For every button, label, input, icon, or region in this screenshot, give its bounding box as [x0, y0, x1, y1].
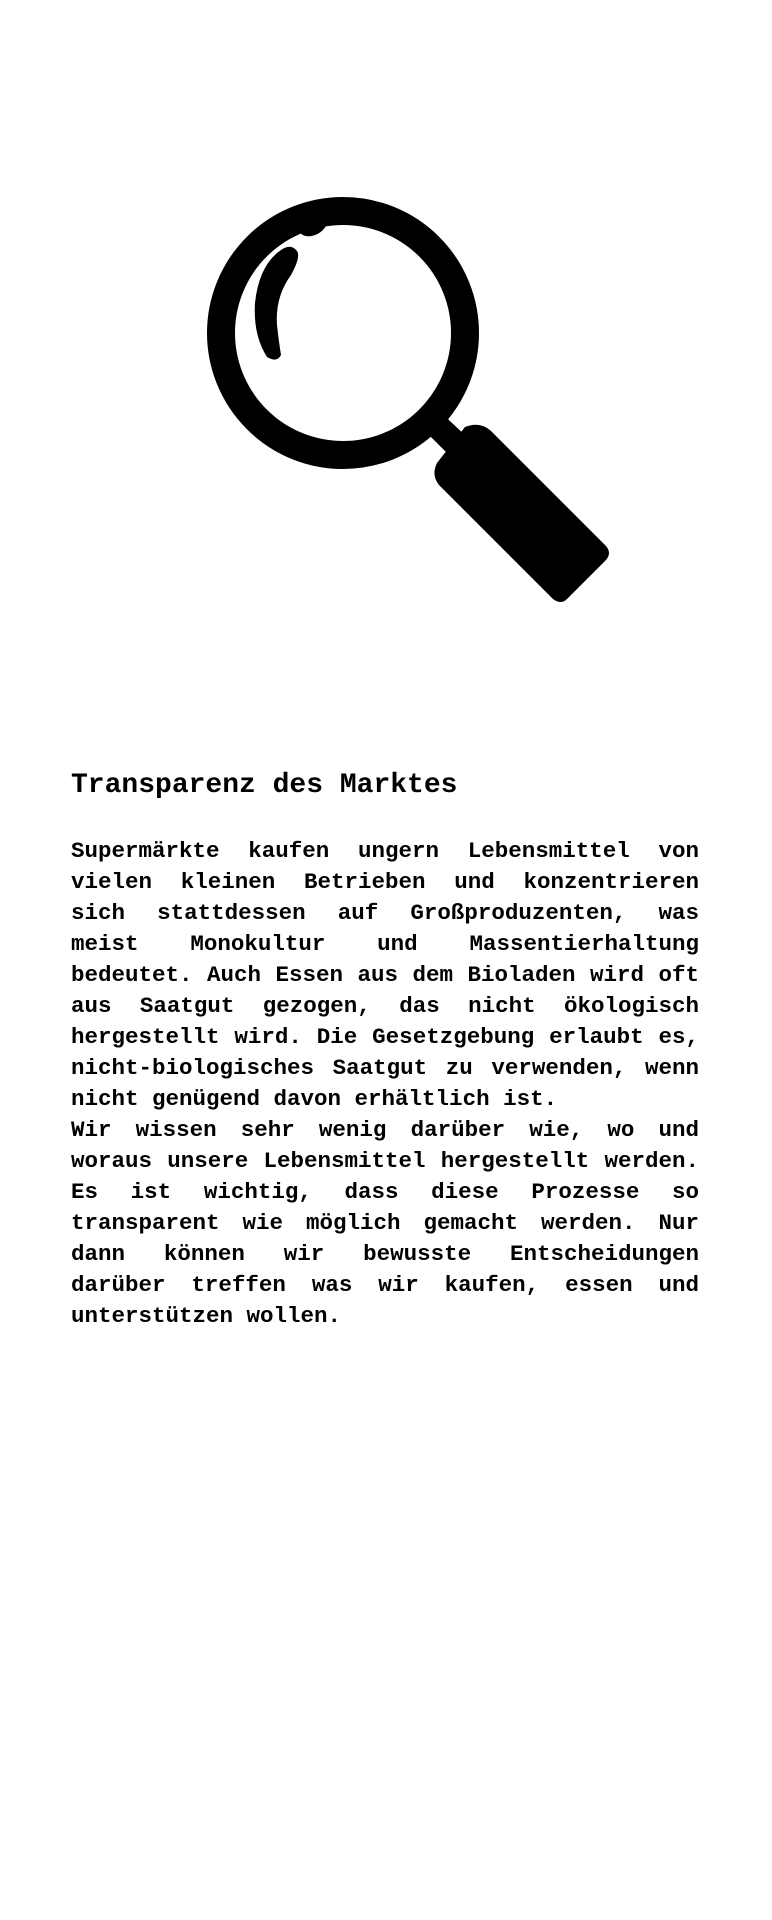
article-paragraph-2: Wir wissen sehr wenig darüber wie, wo und woraus unsere Lebensmittel hergestellt werden. Es ist wichtig, dass diese Prozesse so transparent wie möglich gemacht werden. Nur dann können wir bewusste Entscheidungen darüber treffen was wir kaufen, essen und unterstützen wollen.	[71, 1117, 699, 1329]
article-title: Transparenz des Marktes	[71, 770, 458, 801]
magnifying-glass-icon	[195, 185, 625, 615]
lens-highlight	[255, 247, 298, 360]
article-paragraph-1: Supermärkte kaufen ungern Lebensmittel von vielen kleinen Betrieben und konzentrieren sich stattdessen auf Großproduzenten, was meist Monokultur und Massentierhaltung bedeutet. Auch Essen aus dem Bioladen wird oft aus Saatgut gezogen, das nicht ökologisch hergestellt wird. Die Gesetzgebung erlaubt es, nicht-biologisches Saatgut zu verwenden, wenn nicht genügend davon erhältlich ist.	[71, 838, 699, 1112]
article	[71, 770, 699, 1332]
handle	[434, 425, 609, 602]
